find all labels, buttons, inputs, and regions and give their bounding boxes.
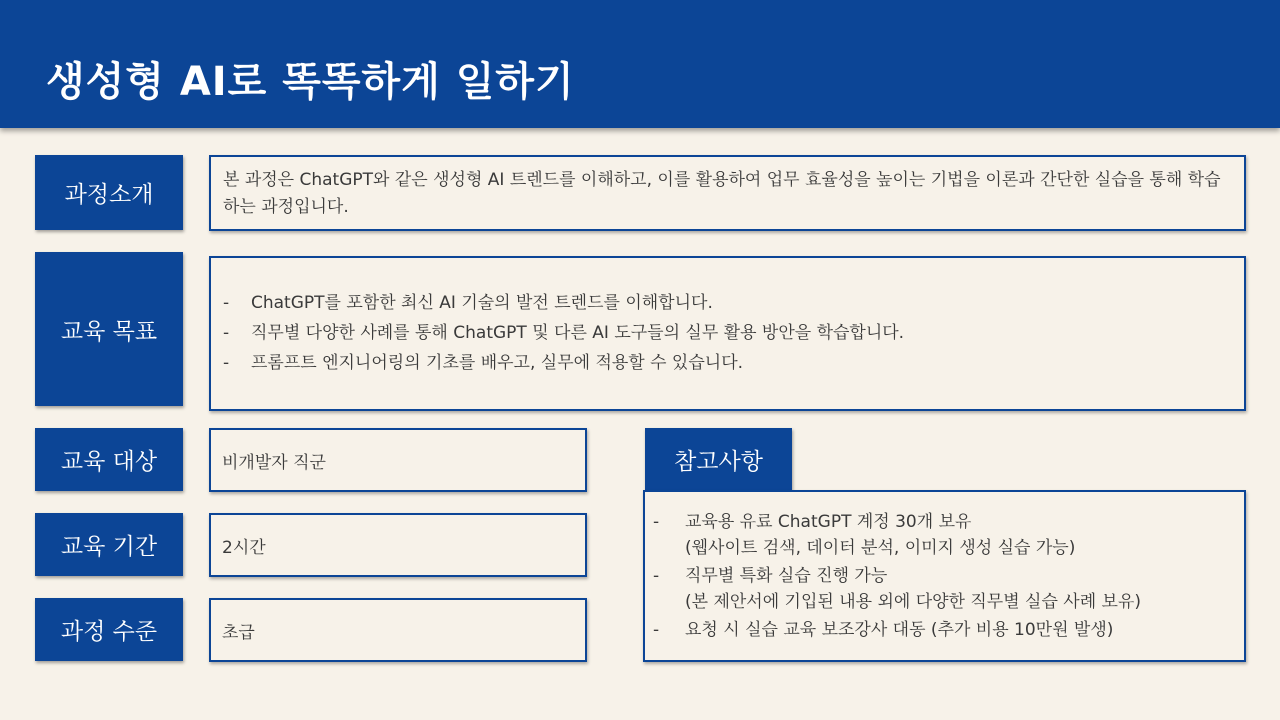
note-text: 요청 시 실습 교육 보조강사 대동 (추가 비용 10만원 발생)	[685, 620, 1114, 640]
dash-bullet: -	[223, 323, 230, 343]
target-box	[209, 428, 587, 492]
note-item	[653, 563, 1236, 615]
duration-value: 2시간	[222, 537, 266, 558]
note-text: 직무별 특화 실습 진행 가능	[685, 566, 888, 586]
goals-list	[223, 288, 1234, 378]
target-label: 교육 대상	[35, 428, 183, 491]
intro-label: 과정소개	[35, 155, 183, 230]
goal-item	[223, 288, 1234, 318]
goal-text: 직무별 다양한 사례를 통해 ChatGPT 및 다른 AI 도구들의 실무 활용 방안을 학습합니다.	[251, 323, 905, 343]
notes-label: 참고사항	[645, 428, 792, 490]
goals-box	[209, 256, 1246, 411]
intro-box	[209, 155, 1246, 231]
header-bar	[0, 0, 1280, 128]
goal-text: ChatGPT를 포함한 최신 AI 기술의 발전 트렌드를 이해합니다.	[251, 293, 713, 313]
duration-box	[209, 513, 587, 577]
level-box	[209, 598, 587, 662]
note-item	[653, 617, 1236, 643]
dash-bullet: -	[653, 620, 660, 640]
page-title: 생성형 AI로 똑똑하게 일하기	[46, 59, 575, 105]
level-value: 초급	[222, 622, 255, 643]
goal-text: 프롬프트 엔지니어링의 기초를 배우고, 실무에 적용할 수 있습니다.	[251, 353, 744, 373]
note-text: 교육용 유료 ChatGPT 계정 30개 보유	[685, 512, 972, 532]
note-item	[653, 509, 1236, 561]
duration-label: 교육 기간	[35, 513, 183, 576]
dash-bullet: -	[653, 566, 660, 586]
notes-box	[643, 490, 1246, 662]
level-label: 과정 수준	[35, 598, 183, 661]
note-subtext: (본 제안서에 기입된 내용 외에 다양한 직무별 실습 사례 보유)	[685, 592, 1142, 612]
target-value: 비개발자 직군	[222, 452, 326, 473]
note-subtext: (웹사이트 검색, 데이터 분석, 이미지 생성 실습 가능)	[685, 538, 1076, 558]
intro-text: 본 과정은 ChatGPT와 같은 생성형 AI 트렌드를 이해하고, 이를 활용하여 업무 효율성을 높이는 기법을 이론과 간단한 실습을 통해 학습하는 과정입니다.	[223, 170, 1221, 217]
goals-label: 교육 목표	[35, 252, 183, 406]
dash-bullet: -	[223, 353, 230, 373]
dash-bullet: -	[653, 512, 660, 532]
notes-list	[653, 509, 1236, 645]
goal-item	[223, 348, 1234, 378]
goal-item	[223, 318, 1234, 348]
dash-bullet: -	[223, 293, 230, 313]
